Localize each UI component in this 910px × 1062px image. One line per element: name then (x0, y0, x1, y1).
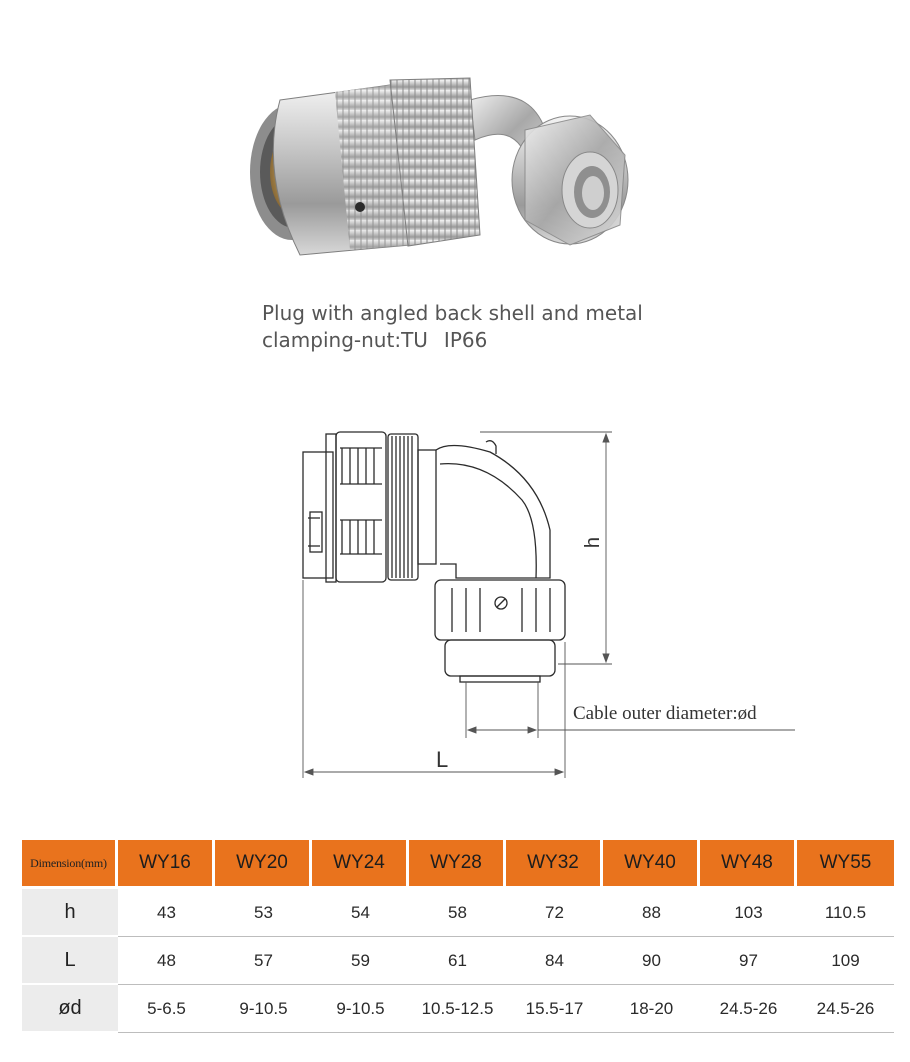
table-row (22, 889, 894, 937)
dimension-table (22, 840, 894, 1033)
caption-ip-rating: IP66 (443, 328, 488, 352)
table-row (22, 937, 894, 985)
table-cell: 24.5-26 (797, 985, 894, 1033)
caption-model: clamping-nut:TU (262, 328, 428, 352)
table-cell: 58 (409, 889, 506, 937)
model-header: WY24 (312, 840, 409, 889)
table-cell: 53 (215, 889, 312, 937)
table-cell: 103 (700, 889, 797, 937)
table-cell: 5-6.5 (118, 985, 215, 1033)
table-cell: 110.5 (797, 889, 894, 937)
model-header: WY20 (215, 840, 312, 889)
table-cell: 24.5-26 (700, 985, 797, 1033)
dimension-unit-header: Dimension(mm) (22, 840, 118, 889)
dimension-L-label: L (436, 747, 449, 772)
model-header: WY55 (797, 840, 894, 889)
model-header: WY40 (603, 840, 700, 889)
table-cell: 88 (603, 889, 700, 937)
table-cell: 15.5-17 (506, 985, 603, 1033)
table-cell: 97 (700, 937, 797, 985)
connector-photo (240, 60, 670, 275)
model-header: WY28 (409, 840, 506, 889)
table-cell: 18-20 (603, 985, 700, 1033)
table-cell: 72 (506, 889, 603, 937)
row-label: L (22, 937, 118, 985)
table-cell: 54 (312, 889, 409, 937)
table-cell: 43 (118, 889, 215, 937)
technical-drawing (290, 420, 810, 790)
caption-line-2 (262, 327, 722, 354)
table-cell: 9-10.5 (215, 985, 312, 1033)
table-cell: 9-10.5 (312, 985, 409, 1033)
caption-line-1: Plug with angled back shell and metal (262, 301, 643, 325)
cable-diameter-label: Cable outer diameter:ød (573, 703, 757, 724)
model-header: WY16 (118, 840, 215, 889)
table-cell: 57 (215, 937, 312, 985)
table-header-row (22, 840, 894, 889)
table-cell: 109 (797, 937, 894, 985)
model-header: WY32 (506, 840, 603, 889)
row-label: ød (22, 985, 118, 1033)
table-cell: 48 (118, 937, 215, 985)
table-cell: 84 (506, 937, 603, 985)
table-cell: 10.5-12.5 (409, 985, 506, 1033)
table-row (22, 985, 894, 1033)
model-header: WY48 (700, 840, 797, 889)
product-caption (262, 300, 722, 354)
row-label: h (22, 889, 118, 937)
table-cell: 61 (409, 937, 506, 985)
table-cell: 90 (603, 937, 700, 985)
dimension-h-label: h (582, 536, 605, 549)
table-cell: 59 (312, 937, 409, 985)
